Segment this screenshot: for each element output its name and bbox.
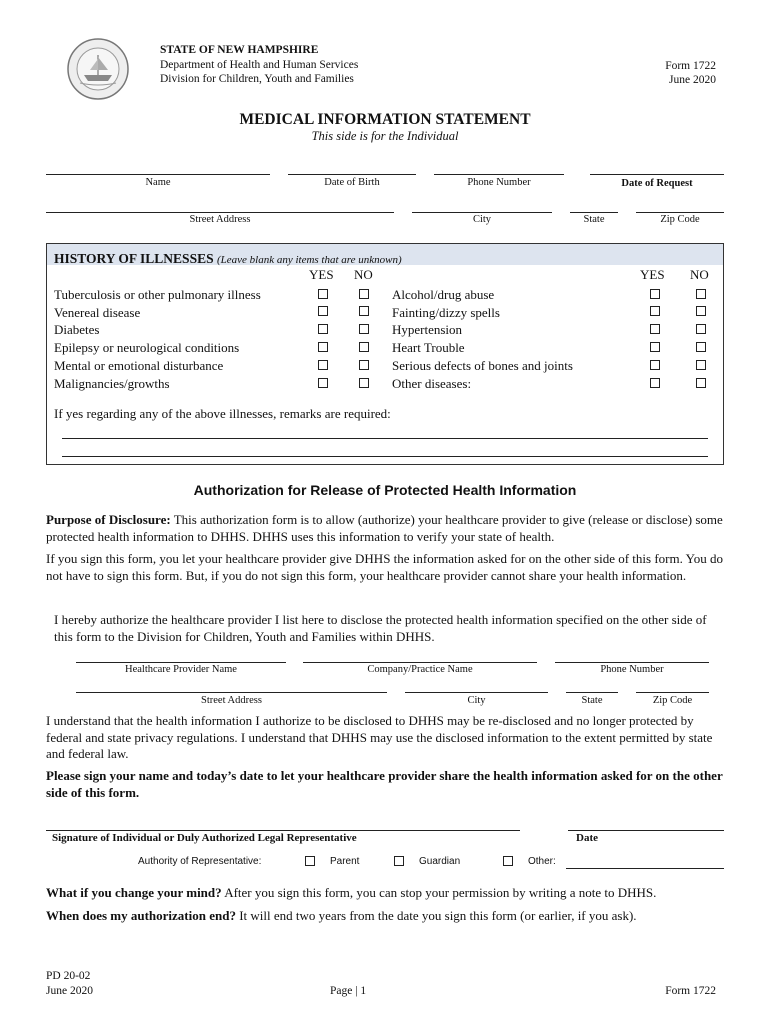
other-checkbox[interactable] <box>503 856 513 866</box>
form-date: June 2020 <box>669 74 716 86</box>
yes-header-left: YES <box>309 267 334 282</box>
no-checkbox[interactable] <box>359 342 369 352</box>
change-mind-paragraph <box>46 885 736 902</box>
street-label: Street Address <box>189 214 251 225</box>
no-checkbox[interactable] <box>359 378 369 388</box>
state-line[interactable] <box>570 212 618 213</box>
auth-end-paragraph <box>46 908 736 925</box>
page-subtitle: This side is for the Individual <box>311 129 459 143</box>
signature-label: Signature of Individual or Duly Authorized Legal Representative <box>52 832 357 844</box>
zip-label: Zip Code <box>660 214 700 225</box>
division-name: Division for Children, Youth and Families <box>160 73 354 85</box>
yes-checkbox[interactable] <box>650 378 660 388</box>
yes-checkbox[interactable] <box>318 306 328 316</box>
sign-paragraph: If you sign this form, you let your healthcare provider give DHHS the information asked for on the other side of this form. You do not have to sign this form. But, if you do not sign this form, your healthcare provider cannot share your health information. <box>46 551 723 583</box>
change-mind-answer: After you sign this form, you can stop your permission by writing a note to DHHS. <box>221 885 657 900</box>
street-line[interactable] <box>46 212 394 213</box>
no-checkbox[interactable] <box>359 289 369 299</box>
yes-checkbox[interactable] <box>650 289 660 299</box>
provider-phone-label: Phone Number <box>600 664 664 675</box>
page-title: MEDICAL INFORMATION STATEMENT <box>239 111 531 128</box>
parent-checkbox[interactable] <box>305 856 315 866</box>
provider-zip-label: Zip Code <box>652 695 693 706</box>
auth-end-question: When does my authorization end? <box>46 908 236 923</box>
no-checkbox[interactable] <box>696 360 706 370</box>
signature-line[interactable] <box>46 830 520 831</box>
form-number: Form 1722 <box>665 60 716 72</box>
illness-right-item: Hypertension <box>392 322 463 337</box>
provider-street-label: Street Address <box>201 695 262 706</box>
provider-city-label: City <box>467 695 486 706</box>
no-checkbox[interactable] <box>696 289 706 299</box>
illness-left-item: Malignancies/growths <box>54 376 170 391</box>
remarks-line[interactable] <box>62 456 708 457</box>
provider-state-label: State <box>581 695 603 706</box>
remarks-prompt: If yes regarding any of the above illnesses, remarks are required: <box>54 406 391 421</box>
guardian-checkbox[interactable] <box>394 856 404 866</box>
provider-street-line[interactable] <box>76 692 387 693</box>
provider-state-line[interactable] <box>566 692 618 693</box>
history-title <box>54 251 402 267</box>
please-sign-paragraph: Please sign your name and today’s date to let your healthcare provider share the health information asked for on the other side of this form. <box>46 768 723 800</box>
footer-form: Form 1722 <box>665 985 716 997</box>
yes-checkbox[interactable] <box>650 306 660 316</box>
auth-heading: Authorization for Release of Protected Health Information <box>193 482 577 498</box>
state-seal-logo <box>66 37 130 101</box>
date-request-line[interactable] <box>590 174 724 175</box>
illness-left-item: Mental or emotional disturbance <box>54 358 224 373</box>
illness-right-item: Serious defects of bones and joints <box>392 358 573 373</box>
no-checkbox[interactable] <box>359 324 369 334</box>
state-label: State <box>583 214 605 225</box>
name-label: Name <box>145 177 171 188</box>
illness-right-item: Fainting/dizzy spells <box>392 305 500 320</box>
illness-left-item: Venereal disease <box>54 305 141 320</box>
history-note: (Leave blank any items that are unknown) <box>216 254 402 266</box>
hereby-paragraph: I hereby authorize the healthcare provider I list here to disclose the protected health information specified on the other side of this form to the Division for Children, Youth and Families within DHHS. <box>54 612 707 644</box>
phone-line[interactable] <box>434 174 564 175</box>
remarks-line[interactable] <box>62 438 708 439</box>
yes-checkbox[interactable] <box>318 324 328 334</box>
yes-checkbox[interactable] <box>650 360 660 370</box>
yes-checkbox[interactable] <box>650 324 660 334</box>
no-checkbox[interactable] <box>696 378 706 388</box>
illness-right-item: Alcohol/drug abuse <box>392 287 495 302</box>
date-request-label: Date of Request <box>621 178 693 189</box>
city-line[interactable] <box>412 212 552 213</box>
provider-phone-line[interactable] <box>555 662 709 663</box>
illness-left-item: Epilepsy or neurological conditions <box>54 340 240 355</box>
provider-zip-line[interactable] <box>636 692 709 693</box>
sign-date-line[interactable] <box>568 830 724 831</box>
yes-checkbox[interactable] <box>318 360 328 370</box>
no-checkbox[interactable] <box>359 360 369 370</box>
auth-end-answer: It will end two years from the date you sign this form (or earlier, if you ask). <box>235 908 637 923</box>
authority-label: Authority of Representative: <box>138 856 262 867</box>
yes-checkbox[interactable] <box>318 342 328 352</box>
dob-line[interactable] <box>288 174 416 175</box>
history-title-text: HISTORY OF ILLNESSES <box>54 251 214 266</box>
city-label: City <box>472 214 492 225</box>
illness-left-item: Diabetes <box>54 322 100 337</box>
purpose-label: Purpose of Disclosure: <box>46 512 171 527</box>
dob-label: Date of Birth <box>324 177 380 188</box>
no-checkbox[interactable] <box>696 342 706 352</box>
illness-right-item: Other diseases: <box>392 376 472 391</box>
footer-code: PD 20-02 <box>46 970 91 982</box>
footer-page: Page | 1 <box>330 985 367 997</box>
illness-left-item: Tuberculosis or other pulmonary illness <box>54 287 261 302</box>
no-checkbox[interactable] <box>696 306 706 316</box>
yes-header-right: YES <box>640 267 665 282</box>
provider-city-line[interactable] <box>405 692 548 693</box>
change-mind-question: What if you change your mind? <box>46 885 222 900</box>
department-name: Department of Health and Human Services <box>160 59 359 71</box>
other-line[interactable] <box>566 868 724 869</box>
state-name: STATE OF NEW HAMPSHIRE <box>160 44 319 56</box>
footer-date: June 2020 <box>46 985 93 997</box>
no-checkbox[interactable] <box>696 324 706 334</box>
purpose-paragraph <box>46 512 726 545</box>
sign-date-label: Date <box>576 832 598 844</box>
company-line[interactable] <box>303 662 537 663</box>
name-line[interactable] <box>46 174 270 175</box>
yes-checkbox[interactable] <box>650 342 660 352</box>
no-header-left: NO <box>354 267 373 282</box>
company-label: Company/Practice Name <box>367 664 473 675</box>
yes-checkbox[interactable] <box>318 289 328 299</box>
provider-name-line[interactable] <box>76 662 286 663</box>
provider-name-label: Healthcare Provider Name <box>125 664 237 675</box>
no-header-right: NO <box>690 267 709 282</box>
no-checkbox[interactable] <box>359 306 369 316</box>
yes-checkbox[interactable] <box>318 378 328 388</box>
purpose-text: This authorization form is to allow (authorize) your healthcare provider to give (release or disclose) some protected health information to DHHS. DHHS uses this information to verify your state of health. <box>46 512 723 544</box>
phone-label: Phone Number <box>467 177 531 188</box>
illness-right-item: Heart Trouble <box>392 340 465 355</box>
parent-option-label: Parent <box>330 856 360 867</box>
guardian-option-label: Guardian <box>419 856 461 867</box>
other-option-label: Other: <box>528 856 556 867</box>
zip-line[interactable] <box>636 212 724 213</box>
understand-paragraph: I understand that the health information I authorize to be disclosed to DHHS may be re-disclosed and no longer protected by federal and state privacy regulations. I understand that DHHS may use the disclosed information to the extent permitted by state and federal law. <box>46 713 713 761</box>
